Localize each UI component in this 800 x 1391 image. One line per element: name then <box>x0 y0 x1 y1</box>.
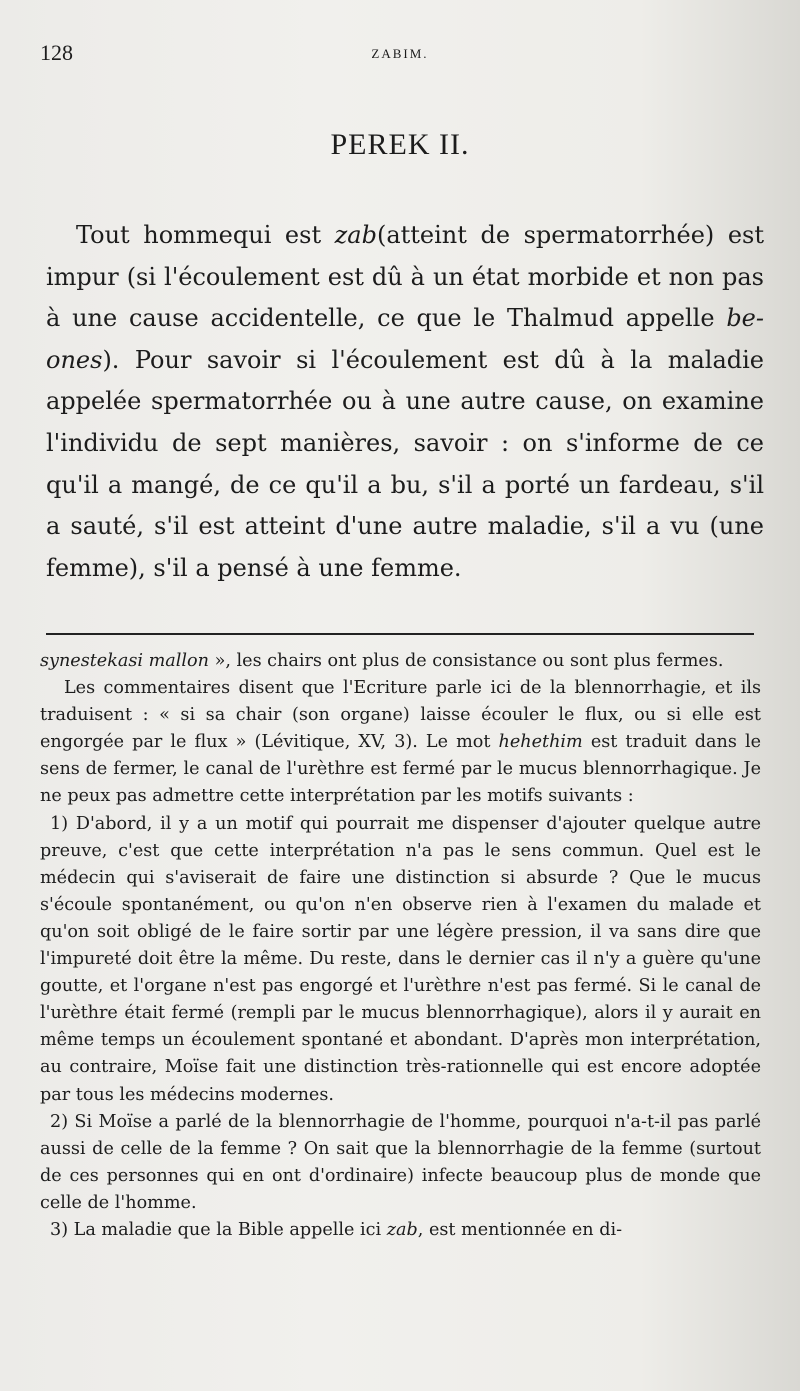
running-title: ZABIM. <box>371 46 429 61</box>
term-zab: zab <box>386 1219 418 1240</box>
footnotes <box>40 648 761 1244</box>
footnote-paragraph: 2) Si Moïse a parlé de la blennorrhagie de l'homme, pourquoi n'a-t-il pas parlé aussi de celle de la femme ? On sait que la blennorrhagie de la femme (surtout de ces personnes qui en ont d'ordinaire) infecte beaucoup plus de monde que celle de l'homme. <box>40 1111 761 1213</box>
main-text <box>46 215 764 589</box>
footnote-text-part: », les chairs ont plus de consistance ou sont plus fermes. <box>208 651 724 671</box>
footnote-text-part: est traduit dans le sens de fermer, le canal de l'urèthre est fermé par le mucus blennorrhagique. Je ne peux pas admettre cette interprétation par les motifs suivants : <box>40 732 761 807</box>
footnote-paragraph: 1) D'abord, il y a un motif qui pourrait me dispenser d'ajouter quelque autre preuve, c'est que cette interprétation n'a pas le sens commun. Quel est le médecin qui s'aviserait de faire une distinction si absurde ? Que le mucus s'écoule spontanément, ou qu'on n'en observe rien à l'examen du malade et qu'on soit obligé de le faire sortir par une légère pression, il va sans dire que l'impureté doit être la même. Du reste, dans le dernier cas il n'y a guère qu'une goutte, et l'organe n'est pas engorgé et l'urèthre n'est pas fermé. Si le canal de l'urèthre était fermé (rempli par le mucus blennorrhagique), alors il y aurait en même temps un écoulement spontané et abondant. D'après mon interprétation, au contraire, Moïse fait une distinction très-rationnelle qui est encore adoptée par tous les médecins modernes. <box>40 813 761 1105</box>
main-text-part: Tout hommequi est <box>76 221 335 249</box>
main-paragraph <box>46 215 764 589</box>
term-be-ones: be-ones <box>46 304 764 374</box>
footnote-text-part: 3) La maladie que la Bible appelle ici <box>50 1219 387 1240</box>
term-hehethim: hehethim <box>498 732 583 753</box>
main-text-part: (atteint de spermatorrhée) est impur (si l'écoulement est dû à un état morbide et non pas à une cause accidentelle, ce que le Thalmud appelle <box>46 221 764 333</box>
page-number: 128 <box>40 40 73 65</box>
footnote-paragraph <box>40 648 761 675</box>
footnote-text-part: Les commentaires disent que l'Ecriture parle ici de la blennorrhagie, et ils traduisent : « si sa chair (son organe) laisse écouler le flux, ou si elle est engorgée par le flux » (Lévitique, XV, 3). Le mot <box>40 678 761 753</box>
term-zab: zab <box>334 221 377 249</box>
term-synestekasi-mallon: synestekasi mallon <box>40 651 209 671</box>
footnote-paragraph <box>40 675 761 810</box>
chapter-heading: PEREK II. <box>330 128 470 161</box>
footnote-text-part: , est mentionnée en di- <box>417 1219 623 1240</box>
footnote-separator <box>46 633 754 635</box>
footnote-paragraph <box>40 1217 761 1244</box>
main-text-part: ). Pour savoir si l'écoulement est dû à la maladie appelée spermatorrhée ou à une autre cause, on examine l'individu de sept manières, savoir : on s'informe de ce qu'il a mangé, de ce qu'il a bu, s'il a porté un fardeau, s'il a sauté, s'il est atteint d'une autre maladie, s'il a vu (une femme), s'il a pensé à une femme. <box>46 345 764 582</box>
running-head <box>40 40 760 64</box>
